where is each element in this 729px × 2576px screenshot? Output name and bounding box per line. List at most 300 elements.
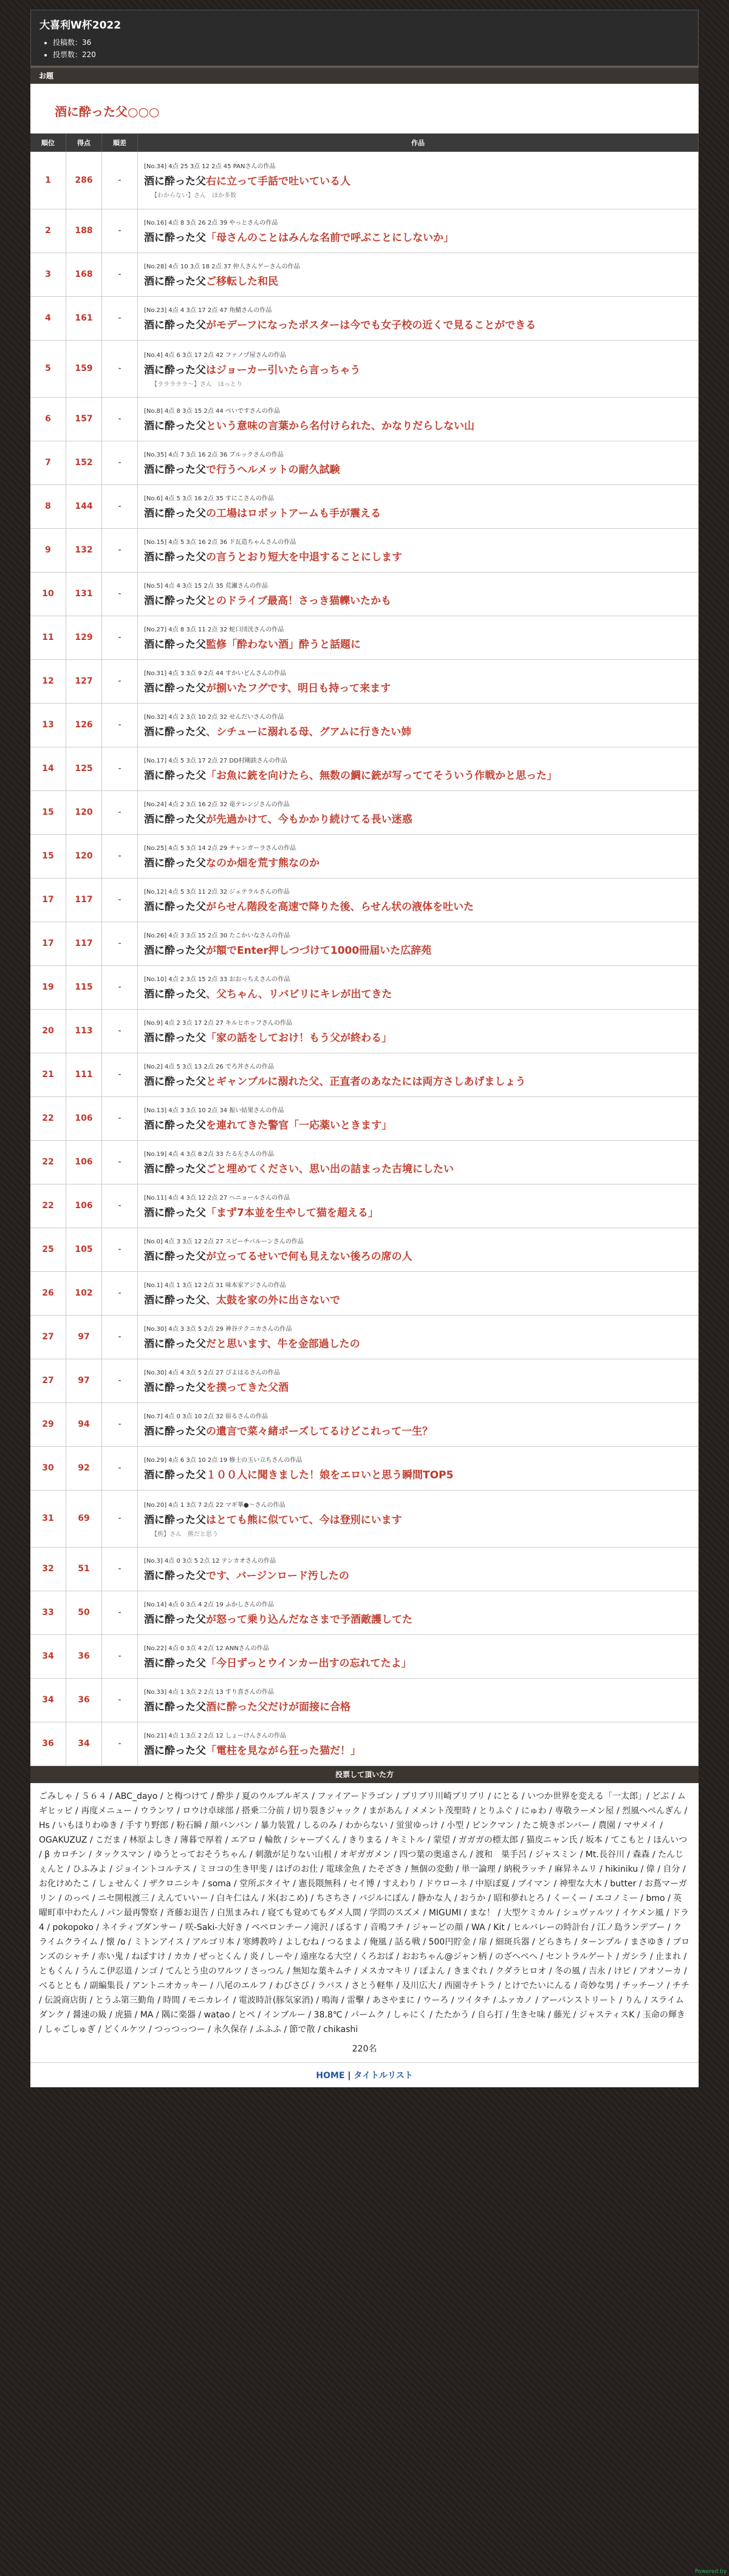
table-row	[30, 1140, 699, 1184]
work-prefix: 酒に酔った父	[144, 945, 206, 957]
work-title	[144, 1742, 692, 1757]
work-meta: [No.21] 4点 1 3点 2 2点 12 しょーけんさんの作品	[144, 1733, 286, 1739]
points-cell: 286	[66, 152, 102, 209]
rank-cell: 9	[30, 528, 66, 572]
diff-cell: -	[102, 1722, 138, 1765]
work-prefix: 酒に酔った父	[144, 857, 206, 869]
work-text: 「家の話をしておけ！もう父が終わる」	[206, 1032, 392, 1044]
work-prefix: 酒に酔った父	[144, 814, 206, 826]
points-cell: 94	[66, 1402, 102, 1446]
table-row	[30, 340, 699, 397]
rank-cell: 1	[30, 152, 66, 209]
work-text: はとても熊に似ていて、今は登別にいます	[206, 1514, 402, 1526]
points-cell: 125	[66, 747, 102, 790]
diff-cell: -	[102, 834, 138, 878]
points-cell: 34	[66, 1722, 102, 1765]
table-row	[30, 1228, 699, 1271]
footer-separator: |	[344, 2070, 354, 2081]
table-row	[30, 209, 699, 253]
points-cell: 115	[66, 965, 102, 1009]
diff-cell: -	[102, 1634, 138, 1678]
work-meta: [No.22] 4点 0 3点 4 2点 12 ANNさんの作品	[144, 1645, 269, 1652]
work-text: だと思います、牛を金部過したの	[206, 1338, 360, 1350]
diff-cell: -	[102, 1446, 138, 1490]
work-meta: [No.15] 4点 5 3点 16 2点 36 ド瓦造ちゃんさんの作品	[144, 539, 296, 546]
work-meta: [No.6] 4点 5 3点 16 2点 35 すにこさんの作品	[144, 495, 274, 502]
points-cell: 129	[66, 616, 102, 659]
points-cell: 97	[66, 1315, 102, 1359]
rank-cell: 30	[30, 1446, 66, 1490]
odai-title: 酒に酔った父○○○	[30, 84, 699, 134]
rank-cell: 22	[30, 1140, 66, 1184]
diff-cell: -	[102, 1359, 138, 1402]
points-cell: 161	[66, 296, 102, 340]
table-row	[30, 616, 699, 659]
work-text: の遺言で菜々緒ポーズしてるけどこれって一生？	[206, 1426, 433, 1438]
work-text: 右に立って手話で吐いている人	[206, 175, 351, 188]
footer-nav	[30, 2062, 699, 2087]
work-text: 「お魚に銃を向けたら、無数の鯛に銃が写っててそういう作戦かと思った」	[206, 770, 557, 782]
table-row	[30, 878, 699, 922]
work-text: 、太鼓を家の外に出さないで	[206, 1294, 340, 1307]
work-meta: [No.3] 4点 0 3点 5 2点 12 テンカオさんの作品	[144, 1558, 276, 1565]
work-cell	[138, 1634, 699, 1678]
work-cell	[138, 790, 699, 834]
table-row	[30, 1359, 699, 1402]
work-prefix: 酒に酔った父	[144, 1294, 206, 1307]
work-cell	[138, 703, 699, 747]
points-cell: 168	[66, 253, 102, 296]
work-title	[144, 898, 692, 913]
work-prefix: 酒に酔った父	[144, 1745, 206, 1757]
vote-count: • 投票数：220	[53, 49, 690, 61]
work-comment: 【熊】さん 熊だと思う	[151, 1531, 218, 1538]
diff-cell: -	[102, 441, 138, 484]
results-body	[30, 152, 699, 1765]
rank-cell: 11	[30, 616, 66, 659]
diff-cell: -	[102, 1140, 138, 1184]
table-row	[30, 1402, 699, 1446]
work-cell	[138, 572, 699, 616]
diff-cell: -	[102, 747, 138, 790]
work-text: の工場はロボットアームも手が震える	[206, 508, 381, 520]
work-prefix: 酒に酔った父	[144, 639, 206, 651]
work-meta: [No.28] 4点 10 3点 18 2点 37 仲人さんゲーさんの作品	[144, 263, 300, 270]
diff-cell: -	[102, 703, 138, 747]
work-meta: [No.14] 4点 0 3点 4 2点 19 ふかしさんの作品	[144, 1602, 274, 1608]
work-text: で行うヘルメットの耐久試験	[206, 464, 340, 476]
points-cell: 102	[66, 1271, 102, 1315]
powered-by: Powered by	[694, 2569, 727, 2575]
work-meta: [No.29] 4点 6 3点 10 2点 19 修士の玉い立ちさんの作品	[144, 1457, 303, 1464]
rank-cell: 34	[30, 1634, 66, 1678]
results-table	[30, 134, 699, 1766]
work-text: ごと埋めてください、思い出の詰まった古境にしたい	[206, 1163, 454, 1175]
table-row	[30, 1591, 699, 1634]
work-text: なのか畑を荒す熊なのか	[206, 857, 320, 869]
work-comment: 【ラララララ〜】さん ほっとり	[151, 381, 242, 388]
rank-cell: 14	[30, 747, 66, 790]
work-meta: [No.11] 4点 4 3点 12 2点 27 ヘニョールさんの作品	[144, 1195, 290, 1201]
diff-cell: -	[102, 1678, 138, 1722]
work-cell	[138, 1096, 699, 1140]
voters-heading: 投票して頂いた方	[30, 1766, 699, 1783]
rank-cell: 33	[30, 1591, 66, 1634]
work-prefix: 酒に酔った父	[144, 420, 206, 432]
work-title	[144, 1611, 692, 1626]
work-title	[144, 505, 692, 520]
work-meta: [No.10] 4点 2 3点 15 2点 33 おおっちえさんの作品	[144, 976, 290, 983]
rank-cell: 22	[30, 1096, 66, 1140]
col-rank: 順位	[30, 134, 66, 152]
diff-cell: -	[102, 484, 138, 528]
work-cell	[138, 878, 699, 922]
col-work: 作品	[138, 134, 699, 152]
work-prefix: 酒に酔った父	[144, 464, 206, 476]
work-cell	[138, 1228, 699, 1271]
table-row	[30, 834, 699, 878]
work-prefix: 酒に酔った父	[144, 551, 206, 563]
work-text: 「母さんのことはみんな名前で呼ぶことにしないか」	[206, 232, 454, 244]
page-wrapper	[30, 10, 699, 2087]
work-prefix: 酒に酔った父	[144, 1570, 206, 1582]
points-cell: 106	[66, 1184, 102, 1228]
table-row	[30, 484, 699, 528]
diff-cell: -	[102, 1184, 138, 1228]
work-text: とギャンブルに溺れた父、正直者のあなたには両方さしあげましょう	[206, 1076, 526, 1088]
diff-cell: -	[102, 1271, 138, 1315]
rank-cell: 20	[30, 1009, 66, 1053]
points-cell: 131	[66, 572, 102, 616]
table-row	[30, 1315, 699, 1359]
work-text: 「まず7本並を生やして猫を超える」	[206, 1207, 378, 1219]
points-cell: 120	[66, 834, 102, 878]
rank-cell: 25	[30, 1228, 66, 1271]
work-title	[144, 273, 692, 288]
points-cell: 113	[66, 1009, 102, 1053]
site-header	[30, 10, 699, 66]
table-row	[30, 1446, 699, 1490]
work-cell	[138, 1271, 699, 1315]
rank-cell: 10	[30, 572, 66, 616]
rank-cell: 7	[30, 441, 66, 484]
table-row	[30, 397, 699, 441]
work-cell	[138, 397, 699, 441]
work-cell	[138, 152, 699, 209]
work-text: 、父ちゃん、リバビリにキレが出てきた	[206, 988, 392, 1001]
rank-cell: 27	[30, 1315, 66, 1359]
work-title	[144, 316, 692, 331]
table-row	[30, 1547, 699, 1591]
diff-cell: -	[102, 616, 138, 659]
rank-cell: 34	[30, 1678, 66, 1722]
work-prefix: 酒に酔った父	[144, 1657, 206, 1670]
work-cell	[138, 1315, 699, 1359]
work-title	[144, 1291, 692, 1307]
page-title: 大喜利W杯2022	[39, 19, 122, 32]
rank-cell: 22	[30, 1184, 66, 1228]
work-text: が立ってるせいで何も見えない後ろの席の人	[206, 1251, 412, 1263]
col-points: 得点	[66, 134, 102, 152]
work-title	[144, 1335, 692, 1350]
work-prefix: 酒に酔った父	[144, 508, 206, 520]
results-panel	[30, 84, 699, 1766]
rank-cell: 3	[30, 253, 66, 296]
work-title	[144, 1073, 692, 1088]
work-title	[144, 811, 692, 826]
work-title	[144, 1422, 692, 1438]
work-cell	[138, 1678, 699, 1722]
points-cell: 51	[66, 1547, 102, 1591]
work-title	[144, 985, 692, 1001]
work-title	[144, 723, 692, 738]
work-cell	[138, 528, 699, 572]
points-cell: 36	[66, 1634, 102, 1678]
work-cell	[138, 1490, 699, 1547]
table-row	[30, 528, 699, 572]
points-cell: 106	[66, 1140, 102, 1184]
work-meta: [No.35] 4点 7 3点 16 2点 36 ブルックさんの作品	[144, 452, 284, 458]
work-title	[144, 1248, 692, 1263]
work-prefix: 酒に酔った父	[144, 276, 206, 288]
work-text: という意味の言葉から名付けられた、かなりだらしない山	[206, 420, 474, 432]
work-cell	[138, 484, 699, 528]
work-meta: [No.16] 4点 8 3点 26 2点 39 やっとさんの作品	[144, 220, 278, 226]
work-prefix: 酒に酔った父	[144, 1426, 206, 1438]
work-prefix: 酒に酔った父	[144, 1076, 206, 1088]
voter-count: 220名	[352, 2044, 377, 2054]
table-row	[30, 1722, 699, 1765]
work-title	[144, 942, 692, 957]
points-cell: 120	[66, 790, 102, 834]
work-meta: [No.33] 4点 1 3点 2 2点 13 すり喜さんの作品	[144, 1689, 274, 1696]
work-prefix: 酒に酔った父	[144, 1614, 206, 1626]
work-cell	[138, 1009, 699, 1053]
work-title	[144, 1511, 692, 1526]
work-prefix: 酒に酔った父	[144, 364, 206, 376]
points-cell: 152	[66, 441, 102, 484]
work-cell	[138, 965, 699, 1009]
table-row	[30, 922, 699, 965]
diff-cell: -	[102, 152, 138, 209]
work-meta: [No.23] 4点 4 3点 17 2点 47 角鯖さんの作品	[144, 307, 272, 314]
table-row	[30, 1009, 699, 1053]
points-cell: 111	[66, 1053, 102, 1096]
diff-cell: -	[102, 1402, 138, 1446]
work-prefix: 酒に酔った父	[144, 1382, 206, 1394]
diff-cell: -	[102, 528, 138, 572]
points-cell: 117	[66, 922, 102, 965]
work-title	[144, 636, 692, 651]
work-meta: [No.0] 4点 3 3点 12 2点 27 スピーチバルーンさんの作品	[144, 1239, 304, 1245]
work-meta: [No.4] 4点 6 3点 17 2点 42 ファノプ屋さんの作品	[144, 352, 286, 359]
rank-cell: 13	[30, 703, 66, 747]
table-row	[30, 965, 699, 1009]
diff-cell: -	[102, 397, 138, 441]
work-meta: [No.8] 4点 8 3点 15 2点 44 ぺいですさんの作品	[144, 408, 280, 415]
work-prefix: 酒に酔った父	[144, 232, 206, 244]
points-cell: 50	[66, 1591, 102, 1634]
work-cell	[138, 340, 699, 397]
work-cell	[138, 747, 699, 790]
diff-cell: -	[102, 1315, 138, 1359]
work-cell	[138, 1402, 699, 1446]
work-title	[144, 1029, 692, 1044]
rank-cell: 26	[30, 1271, 66, 1315]
table-row	[30, 1271, 699, 1315]
rank-cell: 2	[30, 209, 66, 253]
table-row	[30, 152, 699, 209]
work-meta: [No.32] 4点 2 3点 10 2点 32 せんだいさんの作品	[144, 714, 284, 721]
work-meta: [No.25] 4点 5 3点 14 2点 29 チャンガーラさんの作品	[144, 845, 296, 852]
work-prefix: 酒に酔った父	[144, 1514, 206, 1526]
work-prefix: 酒に酔った父	[144, 901, 206, 913]
work-title	[144, 1698, 692, 1713]
work-prefix: 酒に酔った父	[144, 595, 206, 607]
diff-cell: -	[102, 1053, 138, 1096]
work-cell	[138, 253, 699, 296]
rank-cell: 19	[30, 965, 66, 1009]
diff-cell: -	[102, 1228, 138, 1271]
work-text: を連れてきた警官「一応薬いときます」	[206, 1120, 392, 1132]
work-prefix: 酒に酔った父	[144, 1338, 206, 1350]
rank-cell: 15	[30, 790, 66, 834]
points-cell: 188	[66, 209, 102, 253]
work-prefix: 酒に酔った父	[144, 726, 206, 738]
diff-cell: -	[102, 659, 138, 703]
work-title	[144, 1204, 692, 1219]
points-cell: 105	[66, 1228, 102, 1271]
rank-cell: 31	[30, 1490, 66, 1547]
work-text: 監修「酔わない酒」酔うと話題に	[206, 639, 361, 651]
table-row	[30, 572, 699, 616]
work-title	[144, 361, 692, 376]
diff-cell: -	[102, 1547, 138, 1591]
diff-cell: -	[102, 790, 138, 834]
work-text: が怒って乗り込んだなさまで予酒敵護してた	[206, 1614, 412, 1626]
diff-cell: -	[102, 572, 138, 616]
table-row	[30, 1634, 699, 1678]
work-text: です、バージンロード汚したの	[206, 1570, 349, 1582]
work-text: を撲ってきた父酒	[206, 1382, 289, 1394]
work-text: １００人に聞きました！娘をエロいと思う瞬間TOP5	[206, 1469, 454, 1481]
work-text: ご移転した和民	[206, 276, 278, 288]
diff-cell: -	[102, 878, 138, 922]
work-meta: [No.24] 4点 2 3点 16 2点 32 竜テレンジさんの作品	[144, 801, 290, 808]
points-cell: 159	[66, 340, 102, 397]
work-prefix: 酒に酔った父	[144, 1701, 206, 1713]
work-prefix: 酒に酔った父	[144, 988, 206, 1001]
work-prefix: 酒に酔った父	[144, 1469, 206, 1481]
rank-cell: 5	[30, 340, 66, 397]
work-title	[144, 854, 692, 869]
rank-cell: 17	[30, 878, 66, 922]
rank-cell: 4	[30, 296, 66, 340]
home-link[interactable]: HOME	[316, 2070, 345, 2081]
post-count: • 投稿数：36	[53, 36, 690, 49]
rank-cell: 8	[30, 484, 66, 528]
work-meta: [No.1] 4点 1 3点 12 2点 31 味本家アジさんの作品	[144, 1282, 286, 1289]
points-cell: 157	[66, 397, 102, 441]
work-meta: [No.5] 4点 4 3点 15 2点 35 荒瀬さんの作品	[144, 583, 268, 590]
rank-cell: 17	[30, 922, 66, 965]
work-meta: [No.20] 4点 1 3点 7 2点 22 マギ華●〜さんの作品	[144, 1501, 286, 1509]
rank-cell: 12	[30, 659, 66, 703]
work-cell	[138, 1053, 699, 1096]
work-title	[144, 1160, 692, 1175]
work-title	[144, 1116, 692, 1132]
work-meta: [No.26] 4点 3 3点 15 2点 30 たこかいなさんの作品	[144, 933, 290, 939]
table-row	[30, 703, 699, 747]
diff-cell: -	[102, 1490, 138, 1547]
work-meta: [No.7] 4点 0 3点 10 2点 32 宿るさんの作品	[144, 1413, 268, 1420]
work-cell	[138, 1184, 699, 1228]
work-cell	[138, 1140, 699, 1184]
diff-cell: -	[102, 1591, 138, 1634]
section-bar: お題	[30, 67, 699, 84]
table-row	[30, 1096, 699, 1140]
rank-cell: 6	[30, 397, 66, 441]
voters-panel	[30, 1783, 699, 2062]
work-cell	[138, 659, 699, 703]
work-title	[144, 417, 692, 432]
work-title	[144, 1654, 692, 1670]
work-title	[144, 592, 692, 607]
work-title	[144, 461, 692, 476]
work-meta: [No.17] 4点 5 3点 17 2点 27 DD村剛鉄さんの作品	[144, 758, 287, 764]
diff-cell: -	[102, 1096, 138, 1140]
table-row	[30, 790, 699, 834]
work-title	[144, 1379, 692, 1394]
rank-cell: 27	[30, 1359, 66, 1402]
work-text: の言うとおり短大を中退することにします	[206, 551, 402, 563]
work-prefix: 酒に酔った父	[144, 319, 206, 331]
diff-cell: -	[102, 340, 138, 397]
points-cell: 127	[66, 659, 102, 703]
table-row	[30, 1184, 699, 1228]
table-row	[30, 1490, 699, 1547]
work-prefix: 酒に酔った父	[144, 770, 206, 782]
rank-cell: 36	[30, 1722, 66, 1765]
points-cell: 92	[66, 1446, 102, 1490]
col-diff: 順差	[102, 134, 138, 152]
table-row	[30, 1678, 699, 1722]
work-text: 「電柱を見ながら狂った猫だ！」	[206, 1745, 361, 1757]
work-prefix: 酒に酔った父	[144, 1120, 206, 1132]
work-title	[144, 1567, 692, 1582]
work-text: が捌いたフグです、明日も持って来ます	[206, 682, 391, 695]
title-list-link[interactable]: タイトルリスト	[354, 2070, 413, 2081]
points-cell: 132	[66, 528, 102, 572]
work-meta: [No.34] 4点 25 3点 12 2点 45 PANさんの作品	[144, 163, 276, 171]
work-meta: [No.13] 4点 3 3点 10 2点 34 振い結果さんの作品	[144, 1107, 284, 1114]
diff-cell: -	[102, 209, 138, 253]
work-prefix: 酒に酔った父	[144, 1032, 206, 1044]
work-meta: [No.27] 4点 8 3点 11 2点 32 蛇口団洸さんの作品	[144, 627, 284, 633]
table-row	[30, 441, 699, 484]
stats-list	[39, 36, 690, 61]
work-text: とのドライブ最高！さっき猫轢いたかも	[206, 595, 391, 607]
work-cell	[138, 922, 699, 965]
points-cell: 126	[66, 703, 102, 747]
table-row	[30, 296, 699, 340]
work-title	[144, 548, 692, 563]
work-text: 酒に酔った父だけが面接に合格	[206, 1701, 351, 1713]
work-cell	[138, 1547, 699, 1591]
rank-cell: 21	[30, 1053, 66, 1096]
work-prefix: 酒に酔った父	[144, 1207, 206, 1219]
work-meta: [No.30] 4点 3 3点 5 2点 29 神谷テクニカさんの作品	[144, 1326, 292, 1333]
